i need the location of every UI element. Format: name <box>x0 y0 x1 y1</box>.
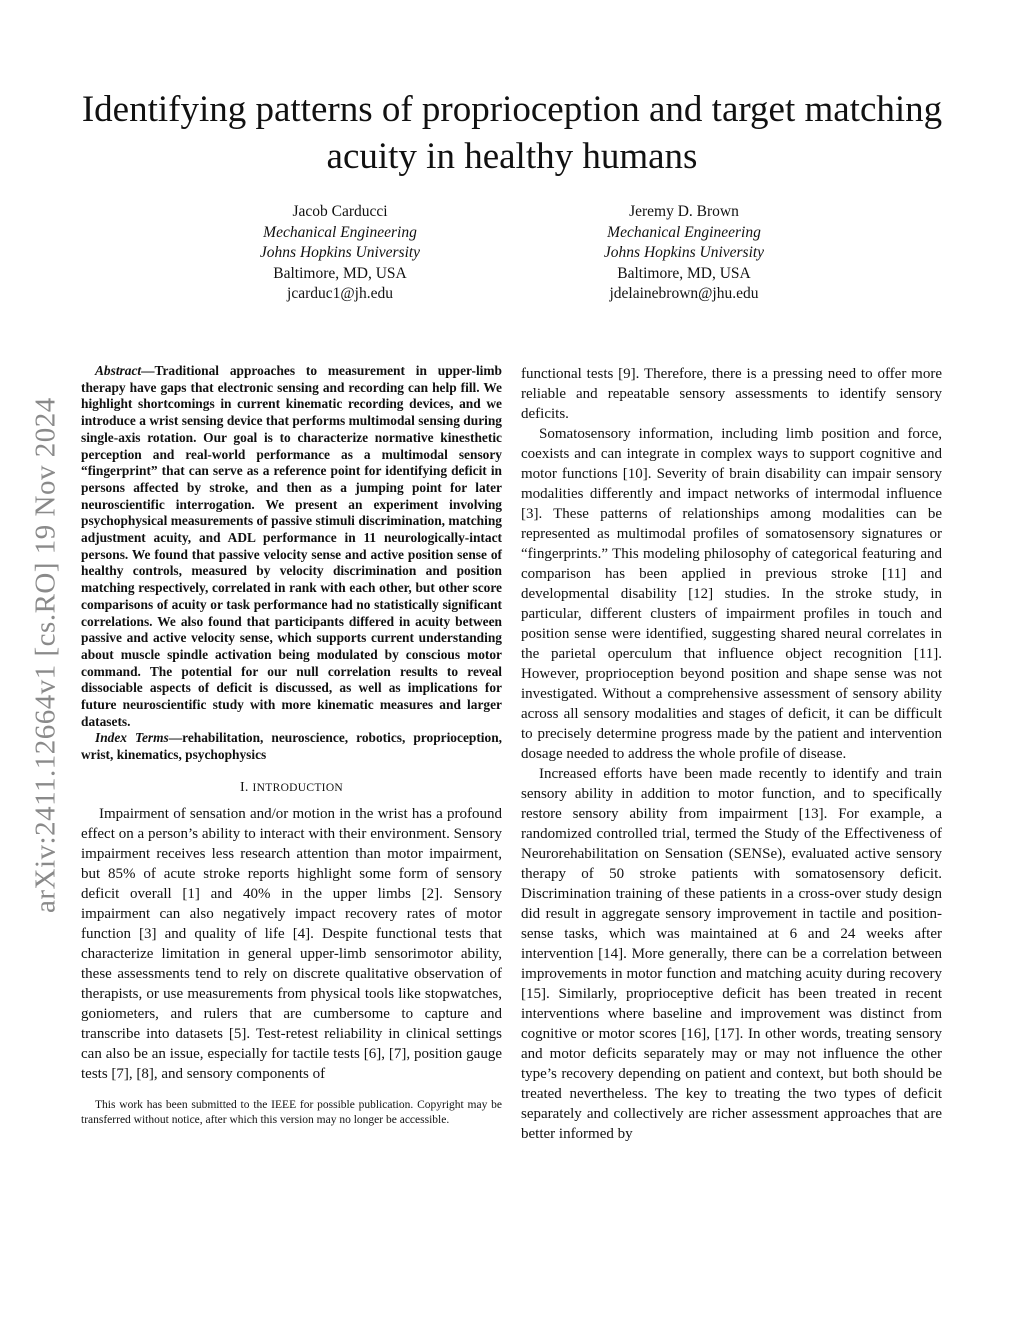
author-email: jdelainebrown@jhu.edu <box>609 285 759 302</box>
paper-title: Identifying patterns of proprioception and target matching acuity in healthy humans <box>81 89 943 177</box>
index-terms-text: —rehabilitation, neuroscience, robotics, proprioception, wrist, kinematics, psychophysics <box>81 730 503 763</box>
author-block-1 <box>190 202 490 305</box>
author-dept: Mechanical Engineering <box>607 223 761 241</box>
paragraph-continued: functional tests [9]. Therefore, there is a pressing need to offer more reliable and repeatable sensory assessments to identify sensory deficits. <box>521 366 942 422</box>
author-location: Baltimore, MD, USA <box>273 264 407 282</box>
paragraph: Increased efforts have been made recently to identify and train sensory ability in addition to motor function, and to specifically restore sensory ability from impairment [13]. For example, a randomized controlled trial, termed the Study of the Effectiveness of Neurorehabilitation on Sensation (SENSe), evaluated active sensory therapy of 50 stroke patients with somatosensory deficit. Discrimination training of these patients in a cross-over study design did result in aggregate sensory improvement in tactile and position-sense tasks, which was maintained at 6 and 24 weeks after intervention [14]. More generally, there can be a correlation between improvements in motor function and matching acuity during recovery [15]. Similarly, proprioceptive deficit has been treated in recent interventions where baseline and improvement was distinct from cognitive or motor scores [16], [17]. In other words, treating sensory and motor deficits separately may or may not influence the other type’s recovery depending on patient and context, but both should be treated nevertheless. The key to treating the two types of deficit separately and collectively are richer assessment approaches that are better informed by <box>521 766 942 1142</box>
author-email: jcarduc1@jh.edu <box>287 285 393 302</box>
abstract-label: Abstract <box>95 363 142 378</box>
section-title: INTRODUCTION <box>252 781 344 794</box>
left-column <box>81 363 502 1128</box>
author-location: Baltimore, MD, USA <box>617 264 751 282</box>
footnote: This work has been submitted to the IEEE for possible publication. Copyright may be transferred without notice, after which this version may no longer be accessible. <box>81 1098 502 1126</box>
author-name: Jacob Carducci <box>292 203 388 220</box>
arxiv-watermark: arXiv:2411.12664v1 [cs.RO] 19 Nov 2024 <box>29 397 62 913</box>
author-university: Johns Hopkins University <box>259 244 421 261</box>
section-heading <box>81 778 502 798</box>
section-number: I. <box>239 779 249 795</box>
paragraph: Somatosensory information, including limb position and force, coexists and can integrate in complex ways to support cognitive and motor functions [10]. Severity of brain disability can impair sensory modalities differently and impact networks of intermodal influence [3]. These patterns of relationships among modalities can be represented as multimodal profiles of somatosensory signatures or “fingerprints.” This modeling philosophy of categorical featuring and comparison has been applied in previous stroke [11] and developmental disability [12] studies. In the stroke study, in particular, different clusters of impairment profiles in touch and position sense were identified, suggesting shared neural correlates in the parietal operculum that influence object recognition [11]. However, proprioception beyond position and shape sense was not investigated. Without a comprehensive assessment of sensory ability across all sensory modalities and stages of deficit, it can be difficult to precisely determine progress made by the patient and intervention dosage needed to address the whole profile of disease. <box>521 426 942 762</box>
author-block-2 <box>534 202 834 305</box>
abstract <box>81 363 502 730</box>
right-column <box>521 364 942 1144</box>
abstract-text: —Traditional approaches to measurement in upper-limb therapy have gaps that electronic sensing and recording can help fill. We highlight shortcomings in current kinematic recording devices, and we introduce a wrist sensing device that performs multimodal sensing during single-axis rotation. Our goal is to characterize normative kinesthetic perception and real-world performance as a multimodal sensory “fingerprint” that can serve as a reference point for identifying deficit in persons affected by stroke, and then as a jumping point for later neuroscientific interrogation. We present an experiment involving psychophysical measurements of passive stimuli discrimination, matching adjustment acuity, and ADL performance in 11 neurologically-intact persons. We found that passive velocity sense and active position sense of healthy controls, measured by velocity discrimination and position matching respectively, correlated in rank with each other, but other score comparisons of acuity or task performance had no statistically significant correlations. We also found that participants differed in acuity between passive and active velocity sense, which supports current understanding about muscle spindle activation being modulated by conscious motor command. The potential for our null correlation results to reveal dissociable aspects of deficit is discussed, as well as implications for future neuroscientific study with more kinematic measures and larger datasets. <box>81 363 502 729</box>
index-terms-label: Index Terms <box>95 730 169 746</box>
index-terms <box>81 730 502 763</box>
author-dept: Mechanical Engineering <box>263 223 417 241</box>
author-name: Jeremy D. Brown <box>629 203 739 220</box>
intro-paragraph: Impairment of sensation and/or motion in the wrist has a profound effect on a person’s ability to interact with their environment. Sensory impairment receives less research attention than motor impairment, but 85% of acute stroke reports highlight some form of sensory deficit overall [1] and 40% in the upper limbs [2]. Sensory impairment can also negatively impact recovery rates of motor function [3] and quality of life [4]. Despite functional tests that characterize limitation in general upper-limb sensorimotor ability, these assessments tend to rely on discrete qualitative observation of therapists, or use measurements from physical tools like stopwatches, goniometers, and rulers that are cumbersome to capture and transcribe into datasets [5]. Test-retest reliability in clinical settings can also be an issue, especially for tactile tests [6], [7], position gauge tests [7], [8], and sensory components of <box>81 805 502 1082</box>
author-university: Johns Hopkins University <box>603 244 765 261</box>
